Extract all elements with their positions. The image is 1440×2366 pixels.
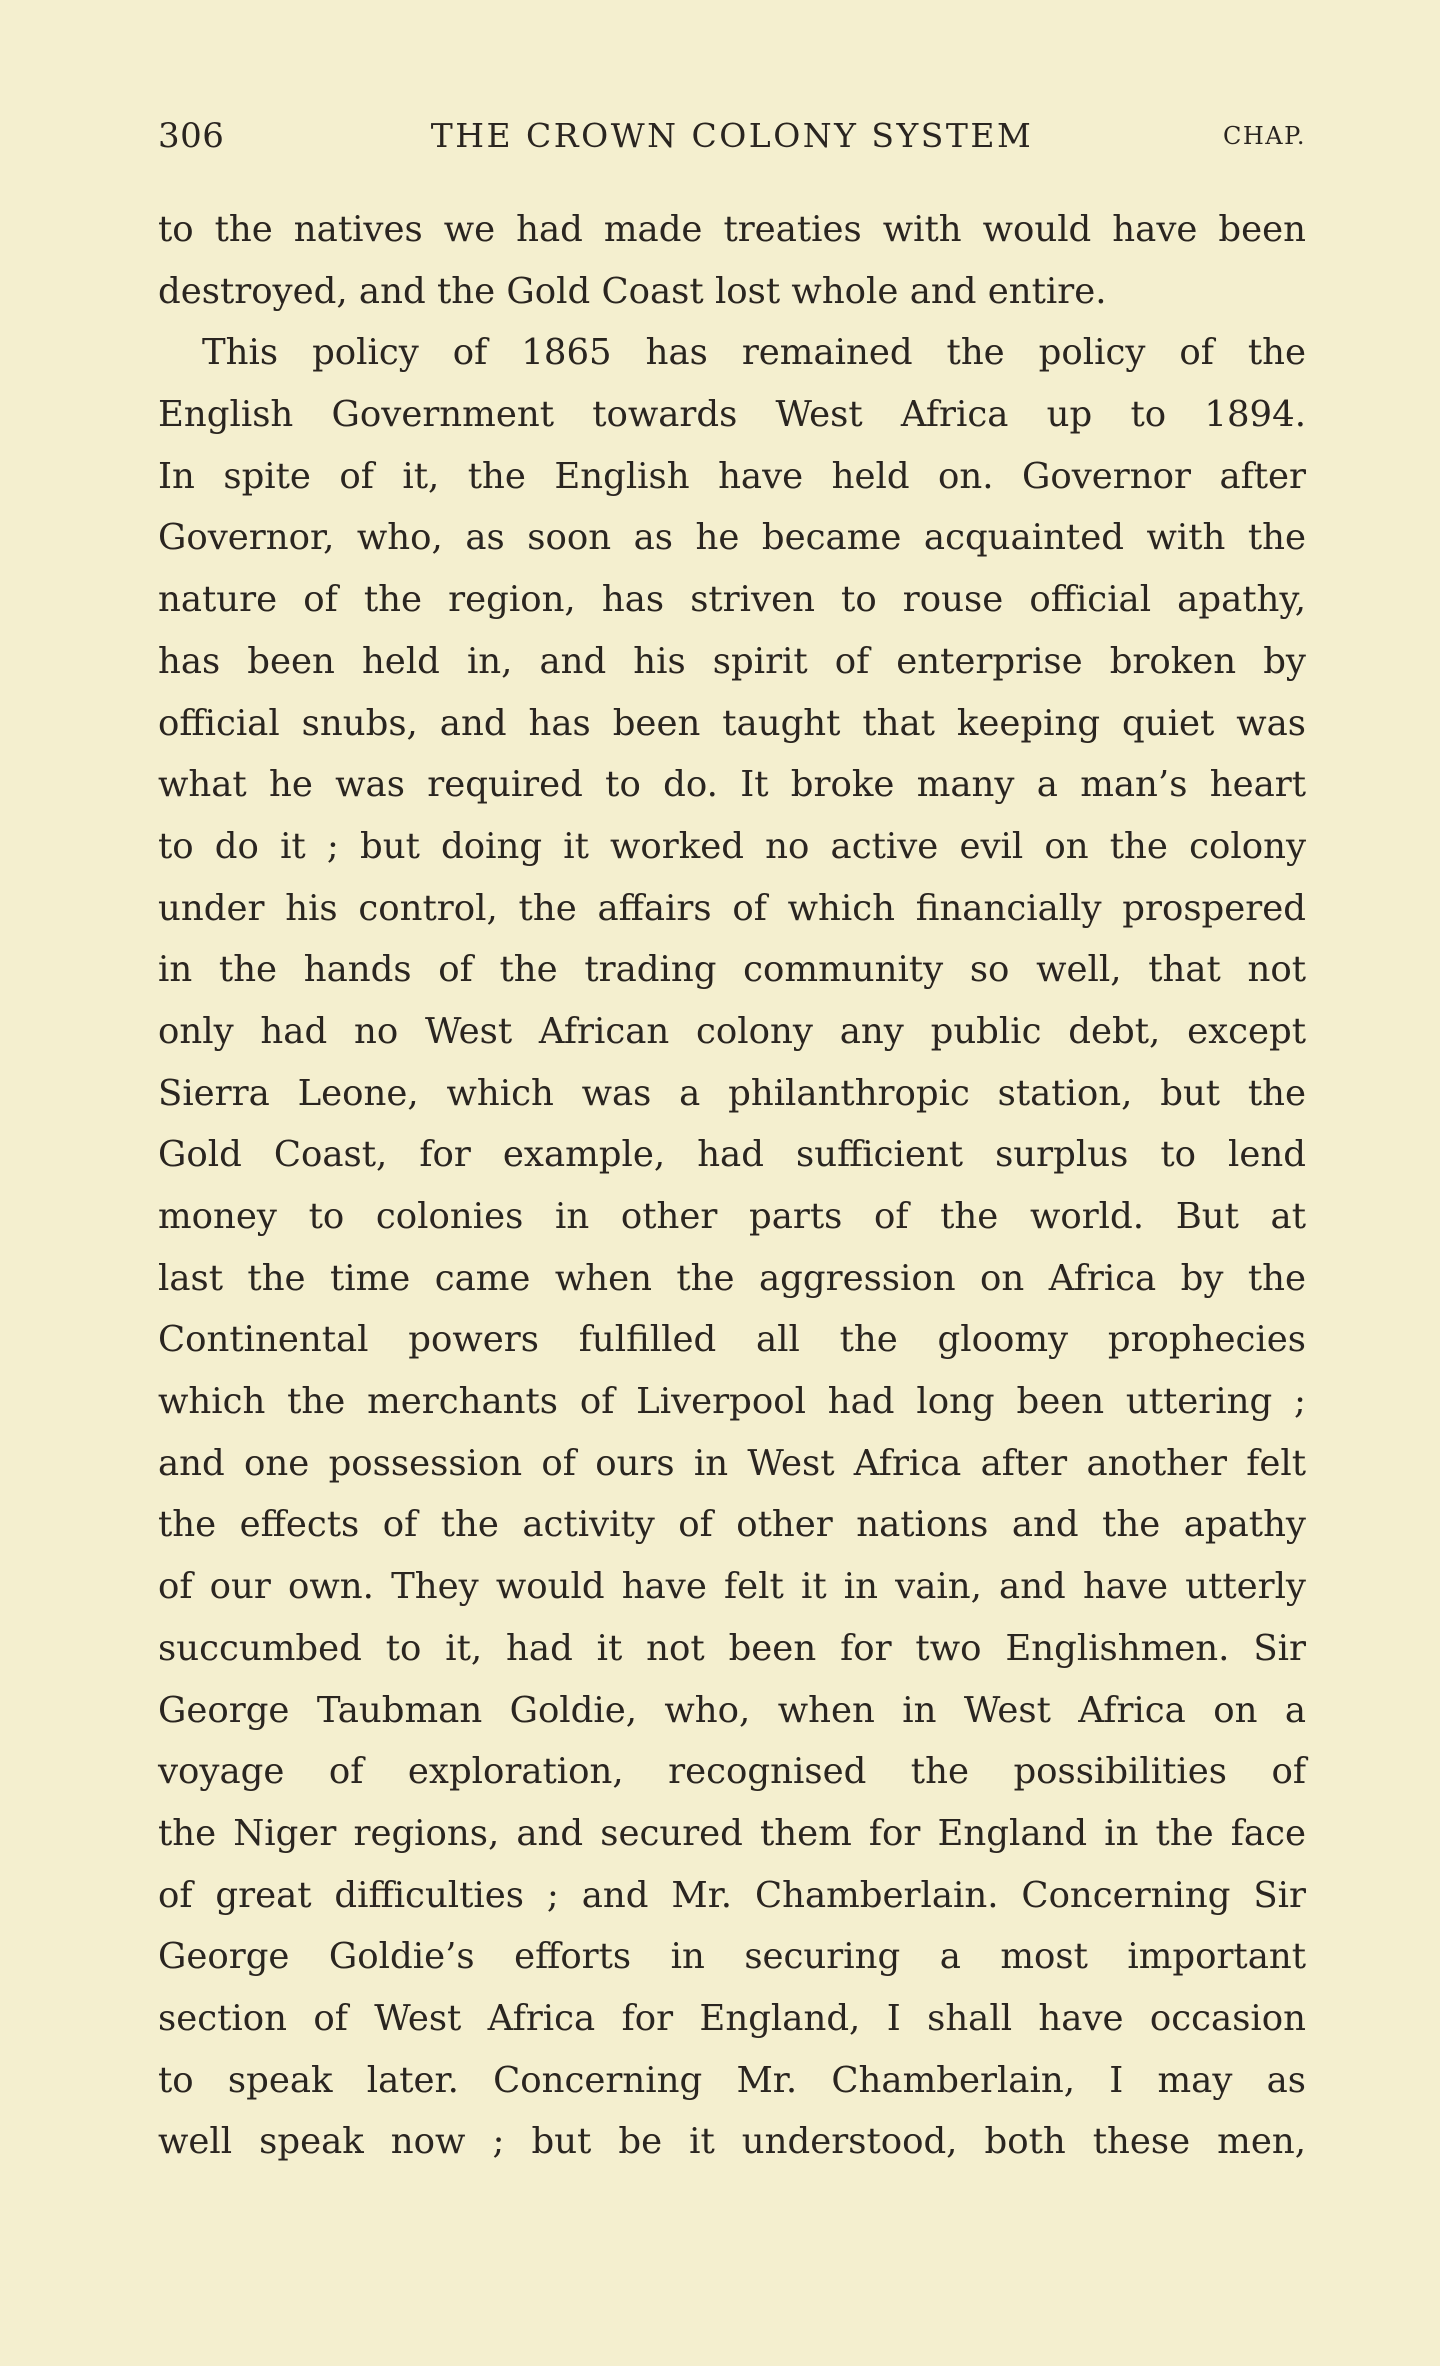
text-line: well speak now ; but be it understood, both these men, (158, 2121, 1306, 2163)
text-line: only had no West African colony any public debt, except (158, 1010, 1306, 1052)
text-line: In spite of it, the English have held on. Governor after (158, 455, 1306, 497)
chapter-label: CHAP. (1222, 122, 1306, 150)
text-line: in the hands of the trading community so well, that not (158, 949, 1306, 991)
page-number: 306 (158, 116, 225, 156)
text-line: George Goldie’s efforts in securing a most important (158, 1936, 1306, 1978)
text-line: George Taubman Goldie, who, when in West Africa on a (158, 1689, 1306, 1731)
text-line: section of West Africa for England, I shall have occasion (158, 1997, 1306, 2039)
text-line: English Government towards West Africa up to 1894. (158, 394, 1306, 436)
text-line: succumbed to it, had it not been for two Englishmen. Sir (158, 1627, 1306, 1669)
text-line: under his control, the affairs of which financially prospered (158, 887, 1306, 929)
text-line: the Niger regions, and secured them for England in the face (158, 1812, 1306, 1854)
body-text (158, 199, 1306, 2173)
text-line: destroyed, and the Gold Coast lost whole and entire. (158, 270, 1107, 312)
running-title: THE CROWN COLONY SYSTEM (430, 116, 1034, 155)
text-line: to speak later. Concerning Mr. Chamberlain, I may as (158, 2059, 1306, 2101)
text-line: voyage of exploration, recognised the possibilities of (158, 1751, 1306, 1793)
text-line: money to colonies in other parts of the world. But at (158, 1196, 1306, 1237)
text-line: of our own. They would have felt it in vain, and have utterly (158, 1566, 1306, 1608)
text-line: to do it ; but doing it worked no active evil on the colony (158, 825, 1306, 867)
text-line: last the time came when the aggression on Africa by the (158, 1257, 1306, 1299)
text-line: Governor, who, as soon as he became acquainted with the (158, 517, 1306, 559)
text-line: to the natives we had made treaties with would have been (158, 209, 1306, 250)
text-line: has been held in, and his spirit of enterprise broken by (158, 640, 1306, 682)
text-line: the effects of the activity of other nations and the apathy (158, 1504, 1306, 1546)
text-line: nature of the region, has striven to rouse official apathy, (158, 579, 1306, 621)
text-line: This policy of 1865 has remained the policy of the (202, 332, 1306, 374)
text-line: Gold Coast, for example, had sufficient surplus to lend (158, 1134, 1306, 1176)
running-head (158, 112, 1306, 164)
text-line: of great difficulties ; and Mr. Chamberlain. Concerning Sir (158, 1874, 1306, 1916)
text-line: what he was required to do. It broke many a man’s heart (158, 764, 1306, 806)
text-line: official snubs, and has been taught that keeping quiet was (158, 702, 1306, 744)
text-line: Sierra Leone, which was a philanthropic station, but the (158, 1072, 1306, 1114)
text-line: and one possession of ours in West Africa after another felt (158, 1442, 1306, 1484)
text-line: Continental powers fulfilled all the gloomy prophecies (158, 1319, 1306, 1361)
text-line: which the merchants of Liverpool had long been uttering ; (158, 1381, 1306, 1423)
